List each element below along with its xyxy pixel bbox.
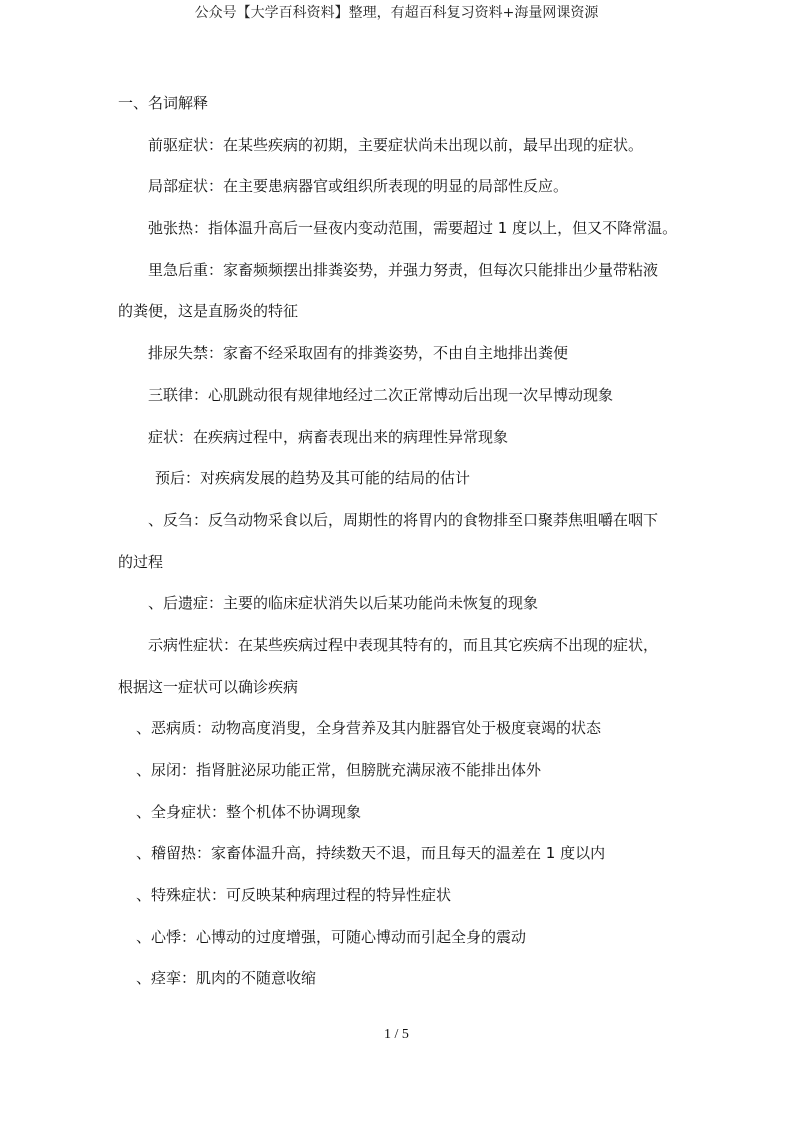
definition-line: 局部症状：在主要患病器官或组织所表现的明显的局部性反应。	[148, 177, 569, 196]
definition-line: 、后遗症：主要的临床症状消失以后某功能尚未恢复的现象	[148, 594, 539, 613]
document-body	[118, 92, 678, 1009]
definition-line: 、痉挛：肌肉的不随意收缩	[136, 969, 317, 988]
definition-line: 、尿闭：指肾脏泌尿功能正常，但膀胱充满尿液不能排出体外	[136, 761, 542, 779]
definition-line: 、全身症状：整个机体不协调现象	[136, 802, 362, 821]
definition-line: 预后：对疾病发展的趋势及其可能的结局的估计	[155, 469, 471, 488]
definition-line: 、反刍：反刍动物采食以后，周期性的将胃内的食物排至口聚莽焦咀嚼在咽下	[148, 510, 659, 529]
definition-line: 排尿失禁：家畜不经采取固有的排粪姿势，不由自主地排出粪便	[148, 344, 569, 363]
page-number: 1 / 5	[384, 1027, 409, 1042]
definition-line: 前驱症状：在某些疾病的初期，主要症状尚未出现以前，最早出现的症状。	[148, 135, 644, 154]
definition-line: 的粪便，这是直肠炎的特征	[118, 302, 299, 321]
definition-line: 、恶病质：动物高度消叟，全身营养及其内脏器官处于极度衰竭的状态	[136, 719, 602, 738]
definition-line: 症状：在疾病过程中，病畜表现出来的病理性异常现象	[148, 427, 509, 446]
definition-line: 弛张热：指体温升高后一昼夜内变动范围，需要超过 1 度以上，但又不降常温。	[148, 219, 678, 238]
definition-line: 的过程	[118, 552, 164, 571]
definition-line: 、稽留热：家畜体温升高，持续数天不退，而且每天的温差在 1 度以内	[136, 844, 606, 863]
section-heading: 一、名词解释	[118, 94, 209, 112]
definition-line: 三联律：心肌跳动很有规律地经过二次正常博动后出现一次早博动现象	[148, 385, 614, 404]
definition-line: 里急后重：家畜频频摆出排粪姿势，并强力努责，但每次只能排出少量带粘液	[148, 260, 659, 279]
definition-line: 、特殊症状：可反映某种病理过程的特异性症状	[136, 886, 452, 905]
definition-line: 根据这一症状可以确诊疾病	[118, 677, 299, 696]
definition-line: 、心悸：心博动的过度增强，可随心博动而引起全身的震动	[136, 927, 527, 946]
definition-list	[118, 134, 678, 1009]
page-header: 公众号【大学百科资料】整理，有超百科复习资料+海量网课资源	[194, 5, 599, 21]
definition-line: 示病性症状：在某些疾病过程中表现其特有的，而且其它疾病不出现的症状，	[148, 635, 659, 654]
